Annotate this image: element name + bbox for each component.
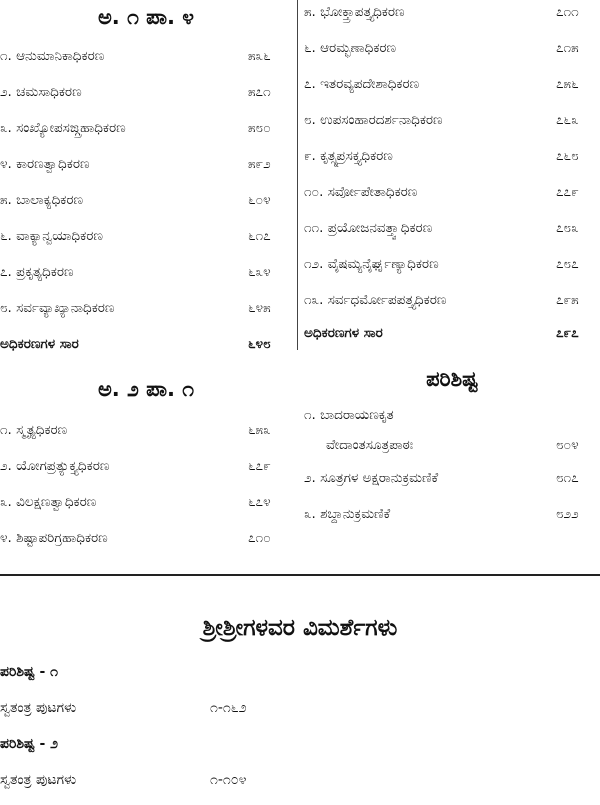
toc-page: ೬೩೪ [248, 264, 271, 280]
toc-title: ೨. ಚಮಸಾಧಿಕರಣ [0, 84, 82, 100]
row-value: ೧-೧೬೨ [210, 700, 247, 716]
row-label: ಸ್ವತಂತ್ರ ಪುಟಗಳು [0, 700, 77, 716]
section-1-4-list [0, 38, 292, 362]
toc-row [0, 146, 292, 182]
commentaries-section [0, 608, 600, 798]
toc-row [304, 496, 600, 532]
toc-page: ೫೮೦ [248, 120, 271, 136]
toc-page: ೭೧೫ [556, 40, 579, 56]
toc-row [304, 430, 600, 460]
toc-page: ೭೧೧ [556, 4, 579, 20]
toc-row [0, 218, 292, 254]
toc-page: ೭೮೭ [556, 256, 579, 272]
toc-title: ೯. ಕೃತ್ಸ್ನಪ್ರಸಕ್ತ್ಯಧಿಕರಣ [304, 148, 393, 164]
appendix-2-label [0, 726, 600, 762]
commentaries-title: ಶ್ರೀಶ್ರೀಗಳವರ ವಿಮರ್ಶೆಗಳು [202, 615, 398, 641]
toc-page: ೬೪೫ [248, 300, 271, 316]
row-label: ಪರಿಶಿಷ್ಟ - ೨ [0, 736, 58, 752]
row-value: ೧-೧೦೪ [210, 772, 247, 788]
appendix-1-label [0, 654, 600, 690]
toc-row [0, 412, 292, 448]
toc-title: ೩. ಸಂಖ್ಯೋಪಸಙ್ಗ್ರಹಾಧಿಕರಣ [0, 120, 126, 136]
toc-title: ೨. ಸೂತ್ರಗಳ ಅಕ್ಷರಾನುಕ್ರಮಣಿಕೆ [304, 470, 439, 486]
section-2-1-list [0, 412, 292, 556]
toc-row [304, 460, 600, 496]
toc-page: ೭೧೦ [248, 530, 271, 546]
toc-title: ೨. ಯೋಗಪ್ರತ್ಯುಕ್ತ್ಯಧಿಕರಣ [0, 458, 110, 474]
toc-title: ೮. ಸರ್ವವ್ಯಾಖ್ಯಾನಾಧಿಕರಣ [0, 300, 115, 316]
section-heading-2-1: ಅ. ೨ ಪಾ. ೧ [97, 377, 195, 401]
toc-page: ೫೭೧ [248, 84, 271, 100]
toc-page: ೭೫೬ [556, 76, 579, 92]
toc-page: ೮೧೭ [556, 470, 579, 486]
toc-row [304, 400, 600, 430]
toc-title: ಅಧಿಕರಣಗಳ ಸಾರ [304, 325, 383, 341]
toc-row [304, 30, 600, 66]
toc-title: ೧. ಸ್ಮೃತ್ಯಧಿಕರಣ [0, 422, 68, 438]
toc-row [304, 174, 600, 210]
toc-title: ೧. ಆನುಮಾನಿಕಾಧಿಕರಣ [0, 48, 105, 64]
toc-title: ೧೨. ವೈಷಮ್ಯನೈರ್ಘೃಣ್ಯಾಧಿಕರಣ [304, 256, 439, 272]
toc-title: ೭. ಪ್ರಕೃತ್ಯಧಿಕರಣ [0, 264, 74, 280]
toc-row [304, 102, 600, 138]
toc-title: ೧೩. ಸರ್ವಧರ್ಮೋಪಪತ್ತ್ಯಧಿಕರಣ [304, 292, 447, 308]
toc-row [304, 210, 600, 246]
row-label: ಸ್ವತಂತ್ರ ಪುಟಗಳು [0, 772, 77, 788]
toc-title: ಅಧಿಕರಣಗಳ ಸಾರ [0, 336, 79, 352]
toc-row-summary [304, 318, 600, 348]
appendix-list [304, 400, 600, 532]
right-column [304, 0, 600, 532]
toc-row [304, 66, 600, 102]
section-separator [0, 574, 600, 576]
toc-title: ೫. ಭೋಕ್ತ್ರಾಪತ್ತ್ಯಧಿಕರಣ [304, 4, 405, 20]
toc-page: ೬೧೭ [248, 228, 271, 244]
toc-row [0, 484, 292, 520]
toc-page: ೮೨೨ [556, 506, 579, 522]
toc-page: ೬೦೪ [248, 192, 271, 208]
toc-title: ವೇದಾಂತಸೂತ್ರಪಾಠಃ [326, 437, 414, 453]
toc-page: ೬೫೩ [248, 422, 271, 438]
toc-row [304, 0, 600, 30]
row-label: ಪರಿಶಿಷ್ಟ - ೧ [0, 664, 58, 680]
right-list [304, 0, 600, 348]
toc-row [0, 520, 292, 556]
toc-title: ೭. ಇತರವ್ಯಪದೇಶಾಧಿಕರಣ [304, 76, 420, 92]
independent-pages-2 [0, 762, 600, 798]
toc-row [0, 448, 292, 484]
toc-page: ೭೯೫ [556, 292, 579, 308]
toc-title: ೪. ಶಿಷ್ಟಾಪರಿಗ್ರಹಾಧಿಕರಣ [0, 530, 108, 546]
toc-row [0, 290, 292, 326]
toc-page: ೭೭೯ [556, 184, 579, 200]
toc-row [0, 110, 292, 146]
toc-row [304, 246, 600, 282]
toc-row-summary [0, 326, 292, 362]
toc-title: ೧೦. ಸರ್ವೋಪೇತಾಧಿಕರಣ [304, 184, 418, 200]
column-divider [297, 0, 298, 350]
toc-page: ೫೩೬ [248, 48, 271, 64]
toc-row [0, 254, 292, 290]
toc-page: ೬೭೪ [248, 494, 271, 510]
toc-title: ೬. ಆರಮ್ಭಣಾಧಿಕರಣ [304, 40, 397, 56]
toc-page: ೭೯೭ [556, 325, 579, 341]
toc-row [304, 138, 600, 174]
toc-row [0, 38, 292, 74]
toc-row [304, 282, 600, 318]
toc-page: ೮೦೪ [556, 437, 579, 453]
toc-title: ೧. ಬಾದರಾಯಣಕೃತ [304, 407, 394, 423]
toc-title: ೩. ಶಬ್ದಾನುಕ್ರಮಣಿಕೆ [304, 506, 391, 522]
independent-pages-1 [0, 690, 600, 726]
appendix-heading: ಪರಿಶಿಷ್ಟ [426, 367, 478, 391]
toc-title: ೫. ಬಾಲಾಕ್ಯಧಿಕರಣ [0, 192, 84, 208]
toc-title: ೮. ಉಪಸಂಹಾರದರ್ಶನಾಧಿಕರಣ [304, 112, 443, 128]
toc-title: ೩. ವಿಲಕ್ಷಣತ್ವಾಧಿಕರಣ [0, 494, 97, 510]
toc-row [0, 74, 292, 110]
toc-page: ೫೯೨ [248, 156, 271, 172]
toc-page: ೬೭೯ [248, 458, 271, 474]
toc-title: ೬. ವಾಕ್ಯಾನ್ವಯಾಧಿಕರಣ [0, 228, 103, 244]
toc-page: ೬೪೮ [248, 336, 271, 352]
section-heading-1-4: ಅ. ೧ ಪಾ. ೪ [97, 5, 195, 29]
toc-page: ೭೮೩ [556, 220, 579, 236]
toc-title: ೧೧. ಪ್ರಯೋಜನವತ್ತ್ವಾಧಿಕರಣ [304, 220, 433, 236]
left-column [0, 0, 292, 556]
toc-title: ೪. ಕಾರಣತ್ವಾಧಿಕರಣ [0, 156, 90, 172]
toc-page: ೭೬೮ [556, 148, 579, 164]
toc-page: ೭೬೩ [556, 112, 579, 128]
toc-row [0, 182, 292, 218]
